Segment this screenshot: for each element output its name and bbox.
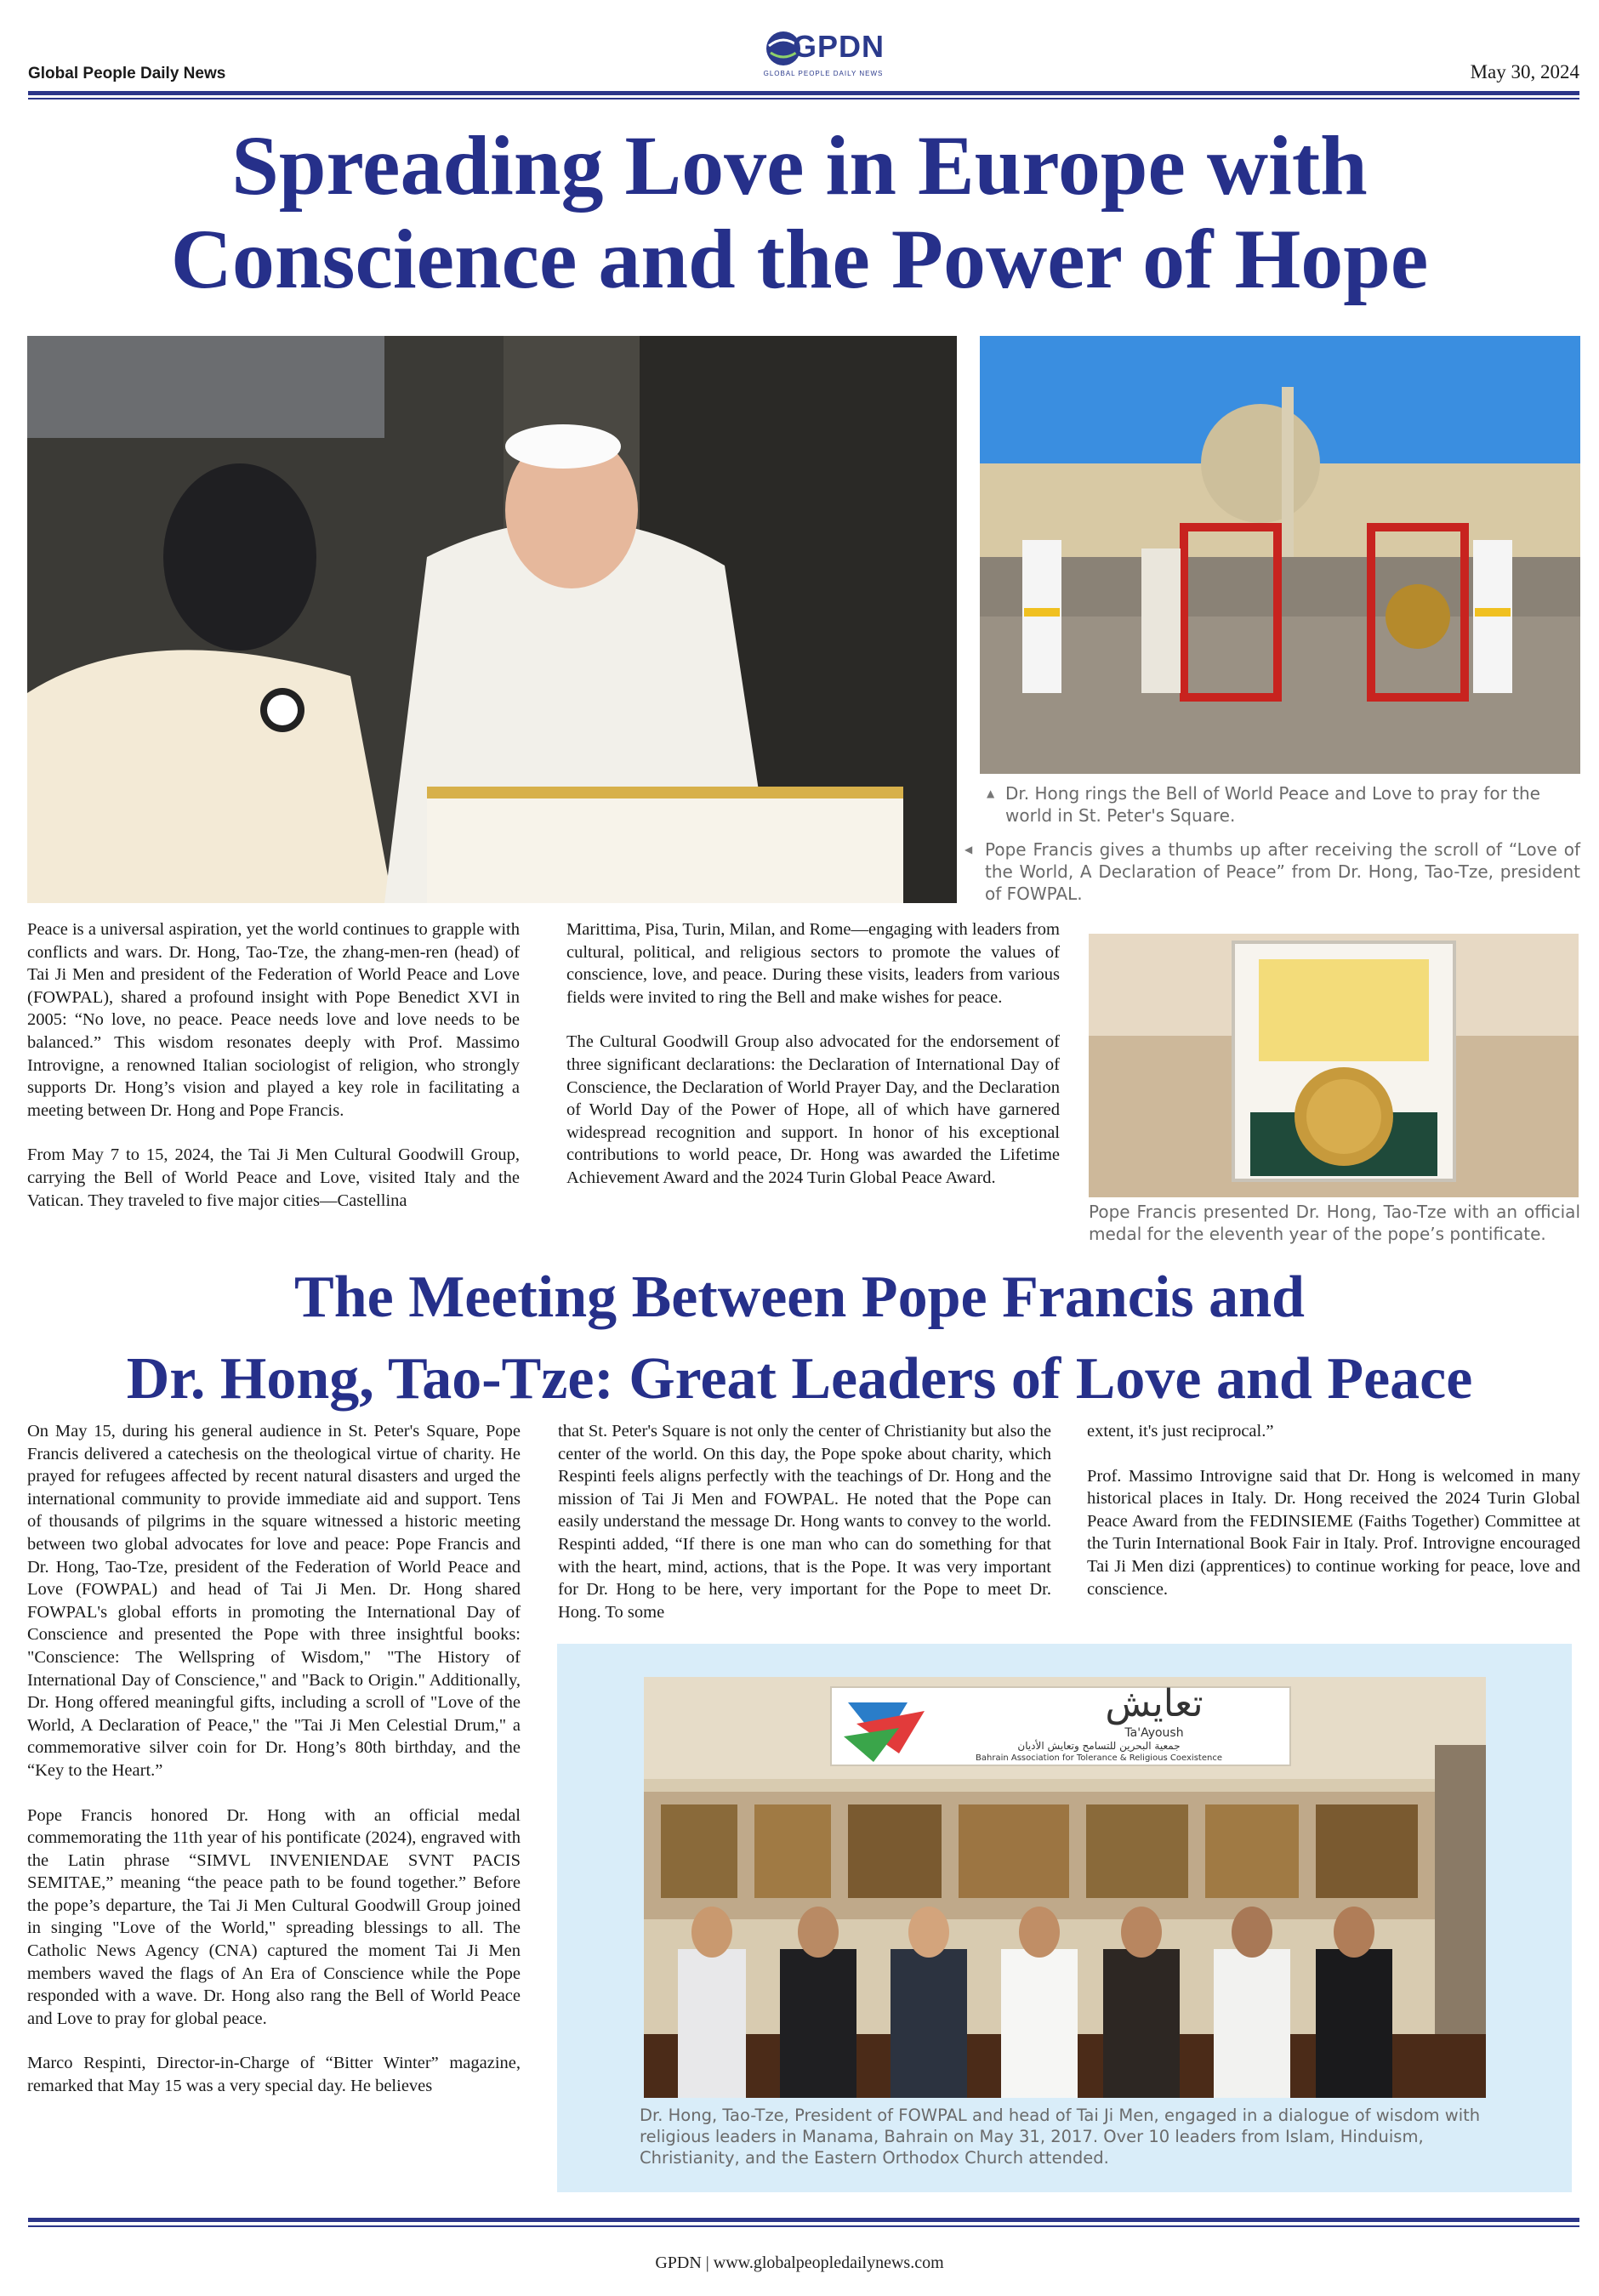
paragraph: extent, it's just reciprocal.” [1087,1422,1274,1441]
paragraph: Peace is a universal aspiration, yet the world continues to grapple with conflicts and wars. Dr. Hong, Tao-Tze, the zhang-men-ren (head) of Tai Ji Men and president of the Federation of World Peace and Love (FOWPAL), shared a profound insight with Pope Benedict XVI in 2005: “No love, no peace. Peace needs love and love needs to be balanced.” This wisdom resonates deeply with Prof. Massimo Introvigne, a renowned Italian sociologist of religion, who strongly supports Dr. Hong’s vision and played a key role in facilitating a meeting between Dr. Hong and Pope Francis. [27,920,520,1120]
sign-arabic: تعايش [1105,1682,1204,1725]
masthead-rule [28,91,1579,95]
article2-column-2 [558,1420,1051,1645]
caption-bell-text: Dr. Hong rings the Bell of World Peace and Love to pray for the world in St. Peter's Square. [1005,783,1540,826]
paragraph: On May 15, during his general audience in St. Peter's Square, Pope Francis delivered a catechesis on the theological virtue of charity. He prayed for refugees affected by recent natural disasters and urged the international community to provide immediate aid and support. Tens of thousands of pilgrims in the square witnessed a historic meeting between two global advocates for love and peace: Pope Francis and Dr. Hong, Tao-Tze, president of the Federation of World Peace and Love (FOWPAL) and head of Tai Ji Men. Dr. Hong shared FOWPAL's global efforts in promoting the International Day of Conscience and presented the Pope with three insightful books: "Conscience: The Wellspring of Wisdom," "The History of International Day of Conscience," and "Back to Origin." Additionally, Dr. Hong offered meaningful gifts, including a scroll of "Love of the World, A Declaration of Peace," the "Tai Ji Men Celestial Drum," a commemorative silver coin for Dr. Hong’s 80th birthday, and the “Key to the Heart.” [27,1422,521,1780]
issue-date: May 30, 2024 [1470,61,1579,82]
footer-rule [28,2218,1579,2222]
paragraph: that St. Peter's Square is not only the center of Christianity but also the center of the world. On this day, the Pope spoke about charity, which Respinti feels aligns perfectly with the teachings of Dr. Hong and the mission of Tai Ji Men and FOWPAL. He noted that the Pope can easily understand the message Dr. Hong wants to convey to the world. Respinti added, “If there is one man who can do something for that with the heart, mind, actions, that is the Pope. It was very important for Dr. Hong to be here, very important for the Pope to meet Dr. Hong. To some [558,1422,1051,1622]
article1-column-2 [566,918,1060,1212]
caption-medal: Pope Francis presented Dr. Hong, Tao-Tze with an official medal for the eleventh year of the pope’s pontificate. [1089,1202,1580,1244]
gpdn-logo [755,26,891,82]
headline-2 [0,1257,1599,1420]
publication-name: Global People Daily News [28,65,226,82]
headline-1-line-2: Conscience and the Power of Hope [170,212,1429,306]
caption-pope [963,838,1580,905]
paragraph: The Cultural Goodwill Group also advocated for the endorsement of three significant declarations: the Declaration of International Day of Conscience, the Declaration of World Prayer Day, and the Declaration of World Day of the Power of Hope, all of which have garnered widespread recognition and support. In honor of his exceptional contributions to world peace, Dr. Hong was awarded the Lifetime Achievement Award and the 2024 Turin Global Peace Award. [566,1032,1060,1187]
pope-thumbs-up-photo [27,336,957,903]
triangle-up-icon: ▲ [987,787,995,799]
medal-photo [1089,934,1579,1197]
paragraph: Pope Francis honored Dr. Hong with an official medal commemorating the 11th year of his pontificate (2024), engraved with the Latin phrase “SIMVL INVENIENDAE SVNT PACIS SEMITAE,” meaning “the peace path to be found together.” Before the pope’s departure, the Tai Ji Men Cultural Goodwill Group joined in singing "Love of the World," spreading blessings to all. The Catholic News Agency (CNA) captured the moment Tai Ji Men members waved the flags of An Era of Conscience while the Pope responded with a wave. Dr. Hong also rang the Bell of World Peace and Love to pray for global peace. [27,1805,521,2028]
footer-rule-thin [28,2225,1579,2227]
headline-1-line-1: Spreading Love in Europe with [231,118,1368,213]
article2-column-3 [1087,1420,1580,1623]
paragraph: Prof. Massimo Introvigne said that Dr. Hong is welcomed in many historical places in Italy. Dr. Hong received the 2024 Turin Global Peace Award from the FEDINSIEME (Faiths Together) Committee at the Turin International Book Fair in Italy. Prof. Introvigne encouraged Tai Ji Men dizi (apprentices) to continue working for peace, love and conscience. [1087,1466,1580,1599]
triangle-left-icon: ◀ [965,844,973,855]
article2-column-1 [27,1420,521,2120]
masthead-rule-thin [28,98,1579,99]
sign-latin: Ta'Ayoush [1124,1726,1184,1740]
headline-2-line-1: The Meeting Between Pope Francis and [294,1265,1305,1330]
logo-subtitle: GLOBAL PEOPLE DAILY NEWS [763,70,884,77]
group-photo [644,1677,1486,2098]
headline-1 [0,119,1599,306]
logo-text: GPDN [793,29,885,64]
paragraph: Marco Respinti, Director-in-Charge of “Bitter Winter” magazine, remarked that May 15 was a very special day. He believes [27,2054,521,2096]
paragraph: Marittima, Pisa, Turin, Milan, and Rome—engaging with leaders from cultural, political, and religious sectors to promote the values of conscience, love, and peace. During these visits, leaders from various fields were invited to ring the Bell and make wishes for peace. [566,920,1060,1007]
article1-column-1 [27,918,520,1234]
sign-english: Bahrain Association for Tolerance & Religious Coexistence [976,1753,1222,1763]
sign-arabic-subtitle: جمعية البحرين للتسامح وتعايش الأديان [1017,1740,1181,1752]
footer-text: GPDN | www.globalpeopledailynews.com [655,2253,944,2272]
paragraph: From May 7 to 15, 2024, the Tai Ji Men Cultural Goodwill Group, carrying the Bell of World Peace and Love, visited Italy and the Vatican. They traveled to five major cities—Castellina [27,1145,520,1210]
caption-bell [985,782,1580,827]
caption-group: Dr. Hong, Tao-Tze, President of FOWPAL and head of Tai Ji Men, engaged in a dialogue of wisdom with religious leaders in Manama, Bahrain on May 31, 2017. Over 10 leaders from Islam, Hinduism, Christianity, and the Eastern Orthodox Church attended. [640,2106,1481,2168]
bell-ringing-photo [980,336,1580,774]
caption-pope-text: Pope Francis gives a thumbs up after receiving the scroll of “Love of the World, A Declaration of Peace” from Dr. Hong, Tao-Tze, president of FOWPAL. [985,839,1580,904]
headline-2-line-2: Dr. Hong, Tao-Tze: Great Leaders of Love and Peace [126,1346,1473,1412]
